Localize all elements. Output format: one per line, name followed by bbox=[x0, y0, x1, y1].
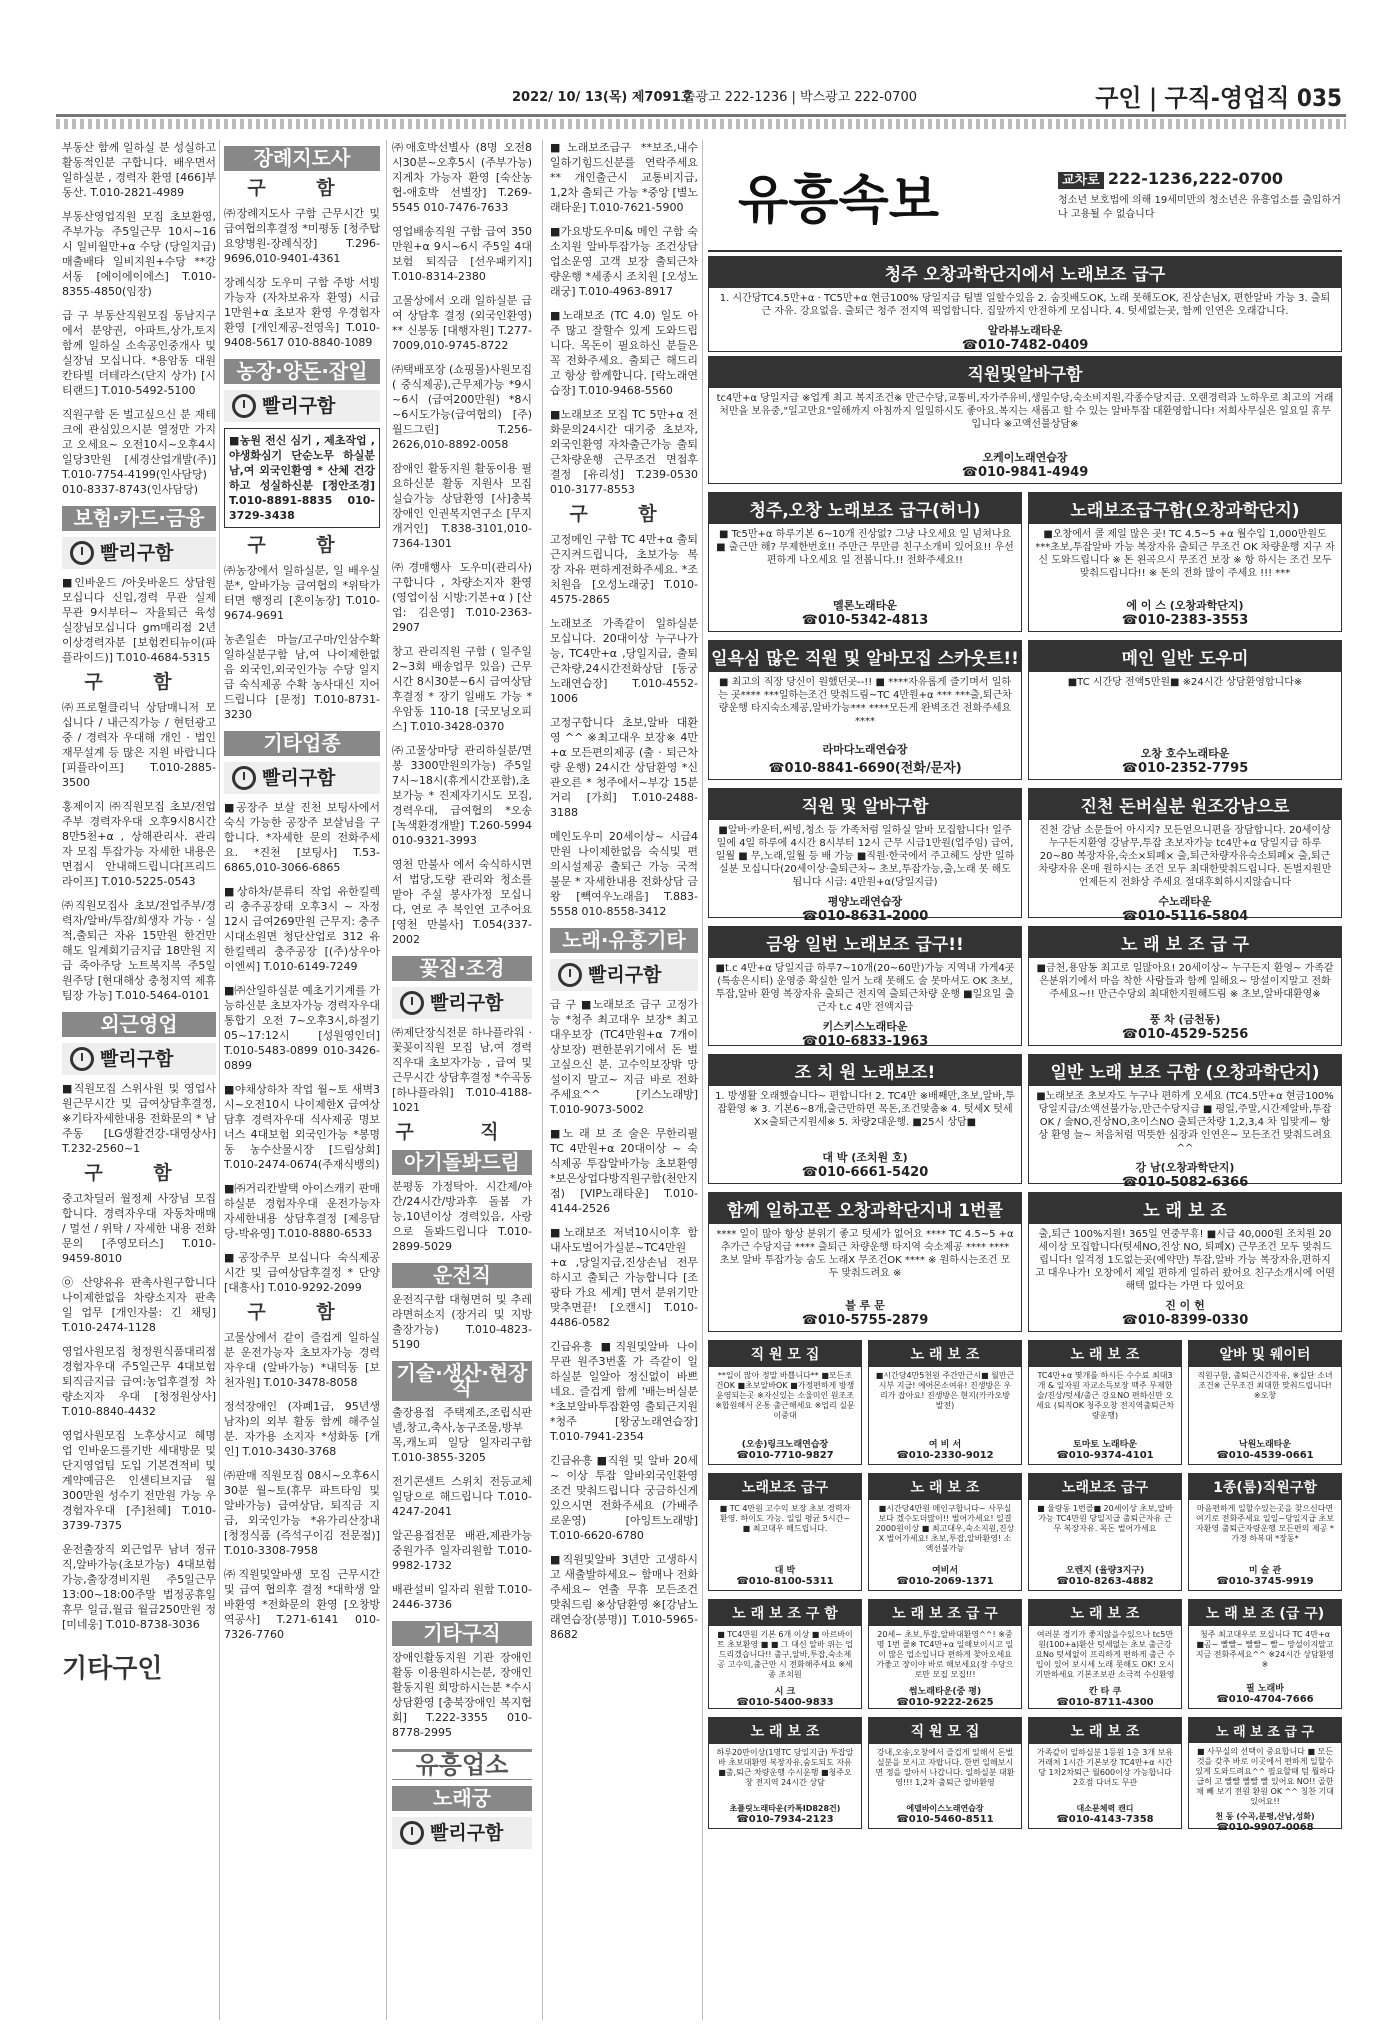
ad-box bbox=[708, 492, 1022, 632]
urgent-banner: 빨리구함 bbox=[392, 1817, 532, 1849]
ad-row bbox=[708, 1188, 1342, 1336]
section-banner bbox=[708, 140, 1342, 252]
category-heading: 노래궁 bbox=[392, 1786, 532, 1811]
ad-box bbox=[708, 788, 1022, 924]
ad-phone: ☎010-4143-7358 bbox=[1056, 1814, 1154, 1825]
ad-phone: ☎010-8631-2000 bbox=[801, 909, 929, 924]
ad-phone: ☎010-5400-9833 bbox=[736, 1697, 834, 1708]
subheading: 구 함 bbox=[569, 503, 679, 525]
classified-ad: 알곤용접전문 배관,제관가능 중원가주 일자리원함 T.010-9982-1732 bbox=[392, 1529, 532, 1572]
ad-business: 오창 호수노래타운 bbox=[1140, 747, 1230, 760]
page-header bbox=[0, 0, 1400, 110]
ad-business: 썸노래타운(중 평) bbox=[908, 1687, 982, 1697]
ad-body: ■금천,용암동 최고로 일많아요! 20세이상~ 누구든지 환영~ 가족같은분위기에서 마음 착한 사람들과 함께 일해요~ 망설이지말고 전화주세요~!! 만근수당외 최대한지원해드림 ※ 초보,알바대환영※ bbox=[1036, 963, 1334, 1000]
clock-icon bbox=[558, 963, 582, 987]
ad-box bbox=[868, 1599, 1022, 1709]
ad-business: 초플릿노래타운(카톡ID828건) bbox=[729, 1804, 841, 1813]
ad-box bbox=[1028, 926, 1342, 1046]
ad-business: 라마다노래연습장 bbox=[822, 743, 908, 756]
classified-ad: ㈜직원및알바생 모집 근무시간 및 급여 협의후 결정 *대학생 알바환영 *전화문의 환영 [오창방역공사] T.271-6141 010-7326-7760 bbox=[224, 1568, 380, 1641]
ad-box bbox=[1188, 1340, 1342, 1465]
clock-icon bbox=[70, 541, 94, 565]
ad-phone: ☎010-8263-4882 bbox=[1056, 1576, 1154, 1587]
category-heading: 기타업종 bbox=[224, 731, 380, 756]
ad-box bbox=[708, 1717, 862, 1829]
ad-title: 노래보조 급구 bbox=[709, 1474, 861, 1500]
brand-tag: 교차로 bbox=[1058, 172, 1104, 189]
ad-row bbox=[708, 1050, 1342, 1188]
classified-ad: 정석장애인 (자폐1급, 95년생 남자)의 외부 활동 함께 해주실 분. 자가용 소지자 *성화동 [개인] T.010-3430-3768 bbox=[224, 1400, 380, 1458]
ad-box bbox=[868, 1340, 1022, 1465]
ad-phone: ☎010-9222-2625 bbox=[896, 1697, 994, 1708]
clock-icon bbox=[400, 1821, 424, 1845]
ad-row bbox=[708, 922, 1342, 1050]
category-heading: 꽃집·조경 bbox=[392, 956, 532, 981]
ad-box bbox=[708, 356, 1342, 484]
ad-business: 에델바이스노래연습장 bbox=[906, 1804, 984, 1813]
ad-business: (오송)링크노래연습장 bbox=[741, 1440, 829, 1450]
ad-title: 직원 및 알바구함 bbox=[709, 789, 1021, 820]
ad-box bbox=[1028, 640, 1342, 780]
category-heading: 외근영업 bbox=[62, 1012, 216, 1037]
ad-box bbox=[708, 926, 1022, 1049]
clock-icon bbox=[232, 394, 256, 418]
classified-ad: 고정구합니다 초보,알바 대환영 ^^ ※최고대우 보장※ 4만+α 모든편의제공 (출 · 퇴근차량 운행) 24시간 상담환영 *신관오른 * 청주에서~부강 15분거리 [가희] T.010-2488-3188 bbox=[550, 716, 698, 819]
subheading: 구 함 bbox=[247, 534, 357, 556]
ad-body: ■TC 시간당 전액5만원■ ※24시간 상담환영합니다※ bbox=[1067, 677, 1303, 688]
classified-ad: ㈜농장에서 일하실분, 일 배우실분*, 알바가능 급여협의 *위탁가터면 행정리 [혼이농장] T.010-9674-9691 bbox=[224, 564, 380, 622]
ad-box bbox=[708, 1473, 862, 1591]
classified-ad: ㈜판매 직원모집 08시~오후6시 30분 월~토(휴무 파트타임 및 알바가능) 급여상담, 퇴직금 지급, 외국인가능 *유가리산장내 [청정식품 (즉석구이김 전문점)] T.010-3308-7958 bbox=[224, 1469, 380, 1557]
ad-business: 수노래타운 bbox=[1158, 895, 1212, 908]
column-2 bbox=[224, 140, 380, 2020]
classified-ad: ■㈜산일하실분 예초기기계를 가능하신분 초보자가능 경력자우대 통합기 오전 7~오후3시,하절기05~17:12시 [성원영인더] T.010-5483-0899 010-3426-0899 bbox=[224, 984, 380, 1072]
ad-title: 직 원 모 집 bbox=[869, 1718, 1021, 1744]
ad-body: ■오창에서 콜 제일 많은 곳! TC 4.5~5 +α 월수입 1,000만원도 ***초보,투잡알바 가능 복장자유 출퇴근 무조건 OK 차량운행 지구 자신 도와드립니다 ※ 돈 왼곡으시 무조건 보장 ※ 항 하시는 조건 모두 맞춰드립니다!! ※ 돈의 전화 많이 주세요 !!! *** bbox=[1035, 529, 1335, 579]
ad-body: ■ Tc5만+α 하루기본 6~10개 진상없? 그냥 나오세요 일 넘쳐나요 ■ 출근만 해? 무제한번호!! 주만근 무만큼 친구소개비 있어요!! 우선 편하게 나오세요 일 전봅니다.!! 전화주세요!! bbox=[716, 529, 1014, 566]
ad-title: 청주 오창과학단지에서 노래보조 급구 bbox=[709, 257, 1341, 288]
ad-box bbox=[708, 256, 1342, 352]
ad-box bbox=[1028, 1473, 1182, 1591]
classified-ad: 급 구 ■노래보조 급구 고정가능 *청주 최고대우 보장* 최고대우보장 (TC4만원+α 7개이상보장) 편한분위기에서 돈 벌고싶으신 분. 고수익보장밖 망설이지 말고~ 지금 바로 전화주세요^^ [키스노래방] T.010-9073-5002 bbox=[550, 998, 698, 1116]
ad-title: 노 래 보 조 급 구 bbox=[1189, 1718, 1341, 1743]
ad-body: 마음편하게 일할수있는곳을 찾으신다면 여기로 전화주세요 일일~당일지급 초보자환영 출퇴근자량운행 모든편의 제공 *가경 하복대 *장동* bbox=[1196, 1504, 1334, 1543]
classified-ad: ■노래보조 (TC 4.0) 일도 아주 많고 잘할수 있게 도와드립니다. 목돈이 필요하신 분들은 꼭 전화주세요. 출퇴근 해드리고 항상 함께합니다. [락노래연습장] T.010-9468-5560 bbox=[550, 309, 698, 397]
classified-ad: ■인바운드 /아웃바운드 상담원 모십니다 신입,경력 무관 실제 무관 9시부터~ 자율퇴근 육성 실장님모십니다 gm매리점 2년 이상경력자분 [보험컨티뉴이(파플라이드)] T.010-4684-5315 bbox=[62, 576, 216, 664]
ad-box bbox=[1028, 1717, 1182, 1829]
ad-business: 멜론노래타운 bbox=[833, 599, 897, 612]
ad-body: ■ TC 4만원 고수익 보장 초보 경력자 환영. 하이도 가능. 일일 평균 5시간~ ■ 최고대우 해드립니다. bbox=[719, 1504, 851, 1533]
ad-title: 직원및알바구함 bbox=[709, 357, 1341, 388]
ad-row bbox=[708, 636, 1342, 784]
ad-title: 노 래 보 조 bbox=[1029, 1193, 1341, 1224]
issue-date: 2022/ 10/ 13(목) 제7091호 bbox=[512, 90, 694, 105]
ad-body: 진천 강남 소문들어 아시지? 모든얻으니편을 장담합니다. 20세이상 누구든지환영 강남무,투잡 초보자가능 tc4만+α 당일지급 하루20~80 복장자유,숙소×퇴폐× 출,퇴근차량자유숙소퇴폐× 출,퇴근차량자유 온매 원하시는 조건 모두 최대한맞춰드립니다. 돈벌지원만 언제든지 전화상 주세요 절대후회하시지않습니다 bbox=[1038, 825, 1332, 888]
ad-phone: ☎010-6833-1963 bbox=[801, 1034, 929, 1049]
classified-ad: 농촌일손 마늘/고구마/인삼수확 일하실분구함 남,여 나이제한없음 외국인,외국인가능 수당 일지급 숙식제공 수확 농사대신 지어드립니다 [문정] T.010-8731-3230 bbox=[224, 633, 380, 721]
classified-ad: ■공장주 보살 진천 보팅사에서 숙식 가능한 공장주 보살님을 구합니다. *자세한 문의 전화주세요. *진천 [보팅사] T.53-6865,010-3066-6865 bbox=[224, 801, 380, 874]
clock-icon bbox=[232, 766, 256, 790]
ad-business: 오렌지 (율량3지구) bbox=[1065, 1566, 1145, 1576]
ad-body: 1. 시간당TC4.5만+α · TC5만+α 현금100% 당일지급 팀별 일할수있음 2. 숨짓배도OK, 노래 못해도OK, 진상손님X, 편한알바 가능 3. 출퇴근 자유. 강요없음. 출퇴근 청주 전지역 픽업합니다. 집앞까지 안전하게 모십니다. 4. 텃세없는곳, 함께 인연은 오래갑니다. bbox=[719, 293, 1331, 317]
classified-ad: 창고 관리직원 구함 ( 일주일 2~3회 배송업무 있음) 근무시간 8시30분~6시 급여상담후결정 * 장기 일배도 가능 * 우암동 110-18 [국모닝오피스] T.010-3428-0370 bbox=[392, 645, 532, 733]
ad-business: 여비서 bbox=[931, 1566, 959, 1576]
ad-phone: ☎010-7482-0409 bbox=[961, 338, 1089, 353]
classified-ad: ㈜경매행사 도우미(관리사) 구합니다 , 차량소지자 환영 (영업이심 시방:기본+α ) [산업: 김은영] T.010-2363-2907 bbox=[392, 561, 532, 634]
ad-business: 대 박 (조치원 호) bbox=[822, 1151, 908, 1164]
banner-phone: 222-1236,222-0700 bbox=[1107, 168, 1284, 188]
ad-body: ■시간당4만5천원 주간만근시■ 월만근시부 지급! 에어몬소여유! 진생방은 우리가 잡아요! 진생방은 현지(카카오방 발전) bbox=[875, 1371, 1015, 1410]
classified-ad: 운전직구함 대형면허 및 추레라면허소지 (장거리 및 지방출장가능) T.010-4823-5190 bbox=[392, 1293, 532, 1351]
ad-business: 강 남(오창과학단지) bbox=[1135, 1161, 1235, 1174]
ad-box bbox=[708, 1599, 862, 1709]
classified-ad: ㉧ 산양유유 판촉사원구합니다 나이제한없음 차량소지자 판촉일 업무 [개인자불: 긴 채팅] T.010-2474-1128 bbox=[62, 1276, 216, 1334]
urgent-banner: 빨리구함 bbox=[550, 959, 698, 991]
category-heading: 기술·생산·현장직 bbox=[392, 1361, 532, 1401]
urgent-banner: 빨리구함 bbox=[224, 390, 380, 422]
column-divider bbox=[542, 140, 543, 2020]
ad-row bbox=[708, 1469, 1342, 1595]
ad-box bbox=[1188, 1473, 1342, 1591]
ad-title: 메인 일반 도우미 bbox=[1029, 641, 1341, 672]
category-heading: 기타구직 bbox=[392, 1621, 532, 1646]
ad-body: 20세~ 초보,투잡,알바대환영^^! ※중명 1번 콜※ TC4만+α 일해보이시고 일이 많은 업소입니다 편하게 찾아오세요 가좋고 장이야 바로 해보세요(장 수당으로만 모집 모집!!! bbox=[876, 1630, 1014, 1679]
column-divider bbox=[386, 140, 387, 2020]
banner-title: 유흥속보 bbox=[738, 169, 939, 231]
ad-box bbox=[1028, 1340, 1182, 1465]
ad-body: tc4만+α 당일지급 ※업계 최고 복지조건※ 만근수당,교통비,자가주유비,생일수당,숙소비지원,각종수당지급. 오랜경력과 노하우로 최고의 거래처만을 보유중,"일고만요"일해까지 아침까지 일일하시도 좋아요.복지는 새롭고 할 수 있는 알바투잡 대환영합니다! 저희사무실은 일요일 휴무입니다 ※고액선불상담※ bbox=[716, 393, 1334, 430]
urgent-banner: 빨리구함 bbox=[62, 537, 216, 569]
classified-ad: ■노래보조 저녁10시이후 함내사도벌어가실분~TC4만원+α ,당일지급,진상손님 전무 하시고 출퇴근 가능합니다 [조광타 가요 세계] 면서 분위기만맞추면끝! [오캔시] T.010-4486-0582 bbox=[550, 1226, 698, 1329]
ad-phone: ☎010-2069-1371 bbox=[896, 1576, 994, 1587]
ad-row bbox=[708, 1713, 1342, 1833]
ad-body: **** 일이 많아 항상 분위기 좋고 텃세가 없어요 **** TC 4.5~5 +α 추가근 수당지급 **** 출퇴근 차량운행 타지역 숙소제공 **** **** 초보 알바 투잡가능 숨도 노래X 무조건OK **** ※ 원하시는조건 모두 맞춰드려요 ※ bbox=[716, 1229, 1014, 1279]
column-divider bbox=[702, 140, 703, 2020]
classified-ad: 중고차딜러 월정제 사장님 모집합니다. 경력자우대 자동차매매 / 멀선 / 위탁 / 자세한 내용 전화문의 [주영모터스] T.010-9459-8010 bbox=[62, 1192, 216, 1265]
ad-phone: ☎010-8711-4300 bbox=[1056, 1697, 1154, 1708]
urgent-banner: 빨리구함 bbox=[62, 1043, 216, 1075]
ad-business: 에 이 스 (오창과학단지) bbox=[1126, 599, 1244, 612]
ad-box bbox=[1188, 1599, 1342, 1709]
ad-body: ■ 최고의 직장 당신이 원했던곳--!! ■ ****자유롭게 즐기며서 일하는 곳**** ***일하는조건 맞춰드림~TC 4만원+α *** ***출,퇴근차량운행 타지숙소제공,알바가능*** ****모든게 완벽조건 전화주세요**** bbox=[718, 677, 1012, 727]
ad-title: 노래보조급구함(오창과학단지) bbox=[1029, 493, 1341, 524]
subheading: 구 함 bbox=[247, 177, 357, 199]
ad-phone: ☎010-5460-8511 bbox=[896, 1814, 994, 1825]
ad-title: 함께 일하고픈 오창과학단지내 1번콜 bbox=[709, 1193, 1021, 1224]
classified-ad: 분평동 가정탁아. 시간제/야간/24시간/방과후 돌봄 가능,10년이상 경력있음, 사랑으로 돌봐드립니다 T.010-2899-5029 bbox=[392, 1180, 532, 1253]
ad-title: 노 래 보 조 bbox=[1029, 1718, 1181, 1744]
ad-phone: ☎010-3745-9919 bbox=[1216, 1576, 1314, 1587]
ad-business: 키스키스노래타운 bbox=[822, 1020, 908, 1033]
classified-ad: ㈜직원모집사 초보/전업주부/경력자/알바/투잡/희생자 가능 · 실적,출퇴근 자유 15만원 한건만해도 일계회기금지급 18만원 지급 죽아주당 노트복지복 주5일원주당 [현대해상 충청지역 제휴팀장 가능] T.010-5464-0101 bbox=[62, 899, 216, 1002]
ad-body: ■노래보조 초보자도 누구나 편하게 오세요 (TC4.5만+α 현금100% 당일지급/소액선불가능,만근수당지급 ■ 평일,주말,시간제알바,투잡OK / 술NO,진상NO,초이스NO 출퇴근차량 1,2,3,4 차 입맞게~ 항상 환영 늘~ 처음처럼 먹뜻한 심장과 인연은~ 모든조건 맞춰드려요^^ bbox=[1036, 1091, 1334, 1154]
banner-note: 청소년 보호법에 의해 19세미만의 청소년은 유흥업소를 출입하거나 고용될 수 없습니다 bbox=[1058, 194, 1341, 220]
subheading: 구 함 bbox=[247, 1301, 357, 1323]
ad-phone: ☎010-8100-5311 bbox=[736, 1576, 834, 1587]
ad-phone: ☎010-2383-3553 bbox=[1121, 613, 1249, 628]
ad-business: 오케이노래연습장 bbox=[982, 451, 1068, 464]
ad-phone: ☎010-5082-6366 bbox=[1121, 1175, 1249, 1190]
classified-ad: 운전출장직 외근업무 남녀 정규직,알바가능(초보가능) 4대보험가능,출장경비지원 주5일근무 13:00~18:00주말 법정공휴일휴무 일급,월급 월급250만원 정[미네웅] T.010-8738-3036 bbox=[62, 1543, 216, 1631]
ad-body: ■ 사무실의 선택이 중요합니다 ■ 모든것을 갖추 바로 이곳에서 편하게 일할수있게 도와드려요^^ 필요할때 텀 뭘하다 급히 고 빨빨 빨빨 빨 있어요 NO!! 골한채 빼 보기 전원 환원 OK ^^ 칭찬 기대 있어요!! bbox=[1195, 1747, 1335, 1806]
ad-box bbox=[708, 1054, 1022, 1184]
ad-phone: ☎010-9841-4949 bbox=[961, 465, 1089, 480]
ad-business: 미 술 관 bbox=[1248, 1566, 1282, 1576]
header-rule bbox=[56, 114, 1346, 117]
classified-ad: 영업배송직원 구함 급여 350만원+α 9시~6시 주5일 4대보험 퇴직금 [선우패키지] T.010-8314-2380 bbox=[392, 225, 532, 283]
category-heading: 보험·카드·금융 bbox=[62, 506, 216, 531]
ad-box bbox=[1188, 1717, 1342, 1833]
classified-ad: ■노래보조급구 **보조,내수 일하기힘드신분를 연락주세요** 개인출근시 교통비지급, 1,2차 출퇴근 가능 *중앙 [별노래타운] T.010-7621-5900 bbox=[550, 141, 698, 214]
category-heading: 아기돌봐드림 bbox=[392, 1150, 532, 1175]
urgent-banner: 빨리구함 bbox=[224, 762, 380, 794]
ad-body: 청주 최고대우로 모십니다 TC 4만+α ■곰~ 빨빨~ 빨빨~ 빨~ 망설이지말고 지금 전화주세요^^ ※24시간 상담환영※ bbox=[1195, 1630, 1335, 1669]
classified-ad: ■㈜거리칸발택 아이스캐키 판매하실분 경험자우대 운전가능자 자세한내용 상담후결정 [제응담당-박유영] T.010-8880-6533 bbox=[224, 1182, 380, 1240]
classified-ad: 출장용접 주택제조,조립식판넬,창고,축사,농구조물,방부목,캐노피 일당 일자리구함 T.010-3855-3205 bbox=[392, 1406, 532, 1464]
ad-business: 칸 타 쿠 bbox=[1088, 1687, 1122, 1697]
category-heading: 노래·유흥기타 bbox=[550, 928, 698, 953]
ad-title: 노 래 보 조 급 구 bbox=[869, 1600, 1021, 1626]
classified-ad: ㈜고물상마당 관리하실분/면봉 3300만원의가능) 주5일 7시~18시(휴게시간포함),초보가능 * 진제자기시도 모집, 경력우대, 급여협의 *오송 [녹색환경개발] T.260-5994 010-9321-3993 bbox=[392, 744, 532, 847]
column-3 bbox=[392, 140, 532, 2020]
ad-business: 진 이 헌 bbox=[1165, 1299, 1205, 1312]
ad-phone: ☎010-6661-5420 bbox=[801, 1165, 929, 1180]
ad-title: 노 래 보 조 (급 구) bbox=[1189, 1600, 1341, 1626]
ad-phone-info: 출광고 222-1236 | 박스광고 222-0700 bbox=[683, 90, 917, 105]
classified-ad: ㈜제단장식전문 하나플라워 · 꽃꽂이직원 모집 남,여 경력직우대 초보자가능 , 급여 및 근무시간 상담후결정 *수곡동 [하나플라워] T.010-4188-1021 bbox=[392, 1026, 533, 1114]
ad-title: 노 래 보 조 bbox=[1029, 1600, 1181, 1626]
category-heading: 유흥업소 bbox=[392, 1749, 532, 1780]
classified-ad: 홍제이지 ㈜직원모집 초보/전업주부 경력자우대 오후9시8시간 8만5천+α , 상해관리사. 관리자 모집 투잡가능 자세한 내용은 면접시 안내해드립니다[프리드라이프] T.010-5225-0543 bbox=[62, 800, 216, 888]
ad-title: 조 치 원 노래보조! bbox=[709, 1055, 1021, 1086]
ad-body: **일이 많아 정말 바쁩니다** ■모든조건OK ■초보알바OK ■가정편하게 방쟁운영되는곳 ※자신있는 소울미인 원조조 ※합원해서 온통 출근해세요 ※업리 실문이중대 bbox=[715, 1371, 855, 1420]
classified-ad: 영업사원모집 청정원식품대리점 경험자우대 주5일근무 4대보험 퇴직금지급 급여:농업후결정 차량소지자 우대 [청정원상사] T.010-8840-4432 bbox=[62, 1345, 216, 1418]
classified-ad: 장례식장 도우미 구함 주방 서빙가능자 (자차보유자 환영) 시급 1만원+α 초보자 환영 우경험자 환영 [개인제공-전영옥] T.010-9408-5617 010-8840-1089 bbox=[224, 276, 380, 349]
ad-title: 노 래 보 조 급 구 bbox=[1029, 927, 1341, 958]
classified-ad: ■상하차/분류티 작업 유한킬렉 리 충주공장태 오후3시 ~ 자정 12시 급여269만원 근무지: 충주시대소원면 청단산업로 312 유한킬렉리 충주공장 [(주)상우아이엔씨] T.010-6149-7249 bbox=[224, 885, 380, 973]
ad-title: 노 래 보 조 구 함 bbox=[709, 1600, 861, 1626]
ad-title: 일반 노래 보조 구함 (오창과학단지) bbox=[1029, 1055, 1341, 1086]
ad-phone: ☎010-4539-0661 bbox=[1216, 1450, 1314, 1461]
ad-title: 노래보조 급구 bbox=[1029, 1474, 1181, 1500]
ad-title: 노 래 보 조 bbox=[709, 1718, 861, 1744]
ad-business: 평양노래연습장 bbox=[827, 895, 903, 908]
classified-ad: 메인도우미 20세이상~ 시급4만원 나이제한없음 숙식및 편의시설제공 출퇴근 가능 국적불문 * 자세한내용 전화상담 금왕 [빽여우노래음] T.883-5558 010-8558-3412 bbox=[550, 830, 698, 918]
ad-title: 진천 돈버실분 원조강남으로 bbox=[1029, 789, 1341, 820]
banner-info bbox=[968, 169, 1342, 222]
section-title: 구인 | 구직-영업직 035 bbox=[1095, 84, 1342, 112]
ad-phone: ☎010-5342-4813 bbox=[801, 613, 929, 628]
ad-phone: ☎010-5116-5804 bbox=[1121, 909, 1249, 924]
classified-ad: 영업사원모집 노후상시교 혜명업 인바운드를기반 세대방문 및 단지영업팀 도입 기본견적비 및 계약예금은 인센티브지급 월 300만원 성수기 전만원 가능 우경험자우대 [주]천혜] T.010-3739-7375 bbox=[62, 1429, 216, 1532]
classified-ad: 잠애인 활동지원 활동이용 필요하신분 활동 지원사 모집 실습가능 상담환영 [사]충북장애인 인권복지연구소 [무지개거인] T.838-3101,010-7364-1301 bbox=[392, 462, 532, 550]
category-heading: 농장·양돈·잡일 bbox=[224, 359, 380, 384]
ad-title: 일욕심 많은 직원 및 알바모집 스카웃트!! bbox=[709, 641, 1021, 672]
classified-ad: ■직원모집 스위사원 및 영업사원근무시간 및 급여상담후결정, ※기타자세한내용 전화문의 * 남주동 [LG생활건강-대영상사] T.232-2560~1 bbox=[62, 1082, 216, 1155]
classified-ad: 노래보조 가족같이 일하실분 모십니다. 20대이상 누구나가능, TC4만+α ,당일지급, 출퇴근차량,24시간전화상담 [동궁노래연습장] T.010-4552-1006 bbox=[550, 617, 698, 705]
ad-title: 금왕 일번 노래보조 급구!! bbox=[709, 927, 1021, 958]
classified-ad: 부동산 함께 일하실 분 성실하고 활동적인분 구합니다. 배우면서 일하실분 , 경력자 환영 [466]부동산. T.010-2821-4989 bbox=[62, 141, 216, 199]
ad-title: 알바 및 웨이터 bbox=[1189, 1341, 1341, 1367]
ad-box bbox=[1028, 1599, 1182, 1709]
classified-ad: ■야채상하차 작업 월~토 새벽3시~오전10시 나이제한X 급여상담후 경력자우대 식사제공 명보너스 4대보험 외국인가능 *봉명동 농수산물시장 [드림상회] T.010-2474-0674(주재식뱅의) bbox=[224, 1083, 380, 1171]
ad-phone: ☎010-7934-2123 bbox=[736, 1814, 834, 1825]
ad-phone: ☎010-2352-7795 bbox=[1121, 761, 1249, 776]
ad-business: 천 동 (수곡,분평,산남,성화) bbox=[1215, 1812, 1315, 1821]
ad-box bbox=[1028, 492, 1342, 632]
ad-title: 직 원 모 집 bbox=[709, 1341, 861, 1367]
classified-ad: ㈜장례지도사 구함 근무시간 및 급여협의후결정 *미평동 [청주탑요양병원-장례식장] T.296-9696,010-9401-4361 bbox=[224, 207, 380, 265]
ad-title: 노 래 보 조 bbox=[1029, 1341, 1181, 1367]
ad-body: 가족같이 일하실분 1등원 1층 3개 보유 거래처 1시간 기본보장 TC4만+α 시간당 1차2차퇴근 월600이상 가능합니다 2호점 다녀도 무관 bbox=[1036, 1748, 1174, 1787]
ad-phone: ☎010-2330-9012 bbox=[896, 1450, 994, 1461]
column-divider bbox=[219, 140, 220, 2020]
ad-business: 낙원노래타운 bbox=[1238, 1440, 1292, 1450]
ad-box bbox=[708, 1192, 1022, 1332]
ad-body: 여러분 경기가 좋지않을수있으나 tc5만원(100+a)환산 텃세없는 초보 출근강요No 텃세없이 프리하게 편하게 출근 수입이 있어 보시세 노래 못해도 OK! 오시기만하세요 기본조보관 소극적 수신환영 bbox=[1035, 1630, 1175, 1679]
classified-ad: 직원구함 돈 벌고싶으신 분 재테크에 관심있으시분 열정만 가지고 오세요~ 오전10시~오후4시 일당3만원 [세경산업개발(주)] T.010-7754-4199(인사담당) 010-8337-8743(인사담당) bbox=[62, 408, 216, 496]
ad-phone: ☎010-4704-7666 bbox=[1216, 1694, 1314, 1705]
classified-ad: 전기콘센트 스위치 전등교체 일당으로 해드립니다 T.010-4247-2041 bbox=[392, 1475, 532, 1518]
ad-phone: ☎010-7710-9827 bbox=[736, 1450, 834, 1461]
subheading: 구 함 bbox=[84, 671, 194, 693]
classified-ad: ㈜애호박선별사 (8명 오전8시30분~오후5시 (주부가능) 지게차 가능자 환영 [숙산농협-애호박 선별장] T.269-5545 010-7476-7633 bbox=[392, 141, 532, 214]
classified-ad: ■노 래 보 조 술은 무한리필 TC 4만원+α 20대이상 ~ 숙식제공 투잡알바가능 초보환영 *보은상업다방직원구함(천안지점) [VIP노래타운] T.010-4144-2526 bbox=[550, 1127, 698, 1215]
entertainment-section bbox=[708, 140, 1342, 1833]
classified-ad: 부동산영업직원 모집 초보환영, 주부가능 주5일근무 10시~16시 일비월만+α 수당 (당일지급) 매출배타 일비지원+수당 **강서동 [에이에이에스] T.010-8355-4850(임장) bbox=[62, 210, 216, 298]
ad-box bbox=[1028, 1054, 1342, 1190]
ad-body: ■알바·카운터,써빙,청소 등 가족처럼 일하실 알바 모집합니다! 일주일에 4일 하루에 4시간 8시부터 12시 근무 시급1만원(업주임) 급여,일월 ■ 무,노래,일월 등 배 가능 ■직원·한국에서 주고헤드 상반 일하실분 모십니다(20세이상·출퇴근차~ 초보,투잡가능,출,노래 못 해도 됩니다 시급: 4만원+α(당일지급) bbox=[715, 825, 1015, 888]
ad-business: 알라뷰노래타운 bbox=[987, 324, 1063, 337]
ad-body: 강내,오송,오창에서 즐겁게 일해서 돈벌 실분을 모시고 자랍니다. 한번 일해보시면 정을 알아서 나갑니다. 일하실분 대환영!!! 1,2차 출퇴근 알바환영 bbox=[875, 1748, 1015, 1787]
ad-business: 토마토 노래타운 bbox=[1073, 1440, 1137, 1450]
classified-ad: ■공장주무 보십니다 숙식제공 시간 및 급여상담후결정 * 단양 [대흥사] T.010-9292-2099 bbox=[224, 1251, 380, 1294]
classified-ad: 긴급유흥 ■직원및알바 나이 무관 원주3번홀 가 즉같이 일하실분 일알아 정신없이 바쁘네요. 즐겁게 함께 '배는버실분 *초보알바투잡환영 출퇴근지원 *청주 [왕궁노래연습장] T.010-7941-2354 bbox=[550, 1340, 698, 1443]
ad-body: 직원구함, 출퇴근시간자유, ※실단 소녀 조건※ 근무조건 최대한 맞춰드립니다! ※오창 bbox=[1197, 1371, 1333, 1400]
ad-row bbox=[708, 488, 1342, 636]
ad-phone: ☎010-4529-5256 bbox=[1121, 1027, 1249, 1042]
ad-phone: ☎010-8841-6690(전화/문자) bbox=[768, 761, 962, 776]
classified-ad: 고물상에서 오래 일하실분 급여 상담후 결정 (외국인환영) ** 신봉동 [대행자원] T.277-7009,010-9745-8722 bbox=[392, 294, 532, 352]
ad-row bbox=[708, 784, 1342, 922]
ad-body: 출,퇴근 100%지원! 365일 연중무휴! ■시급 40,000원 조치원 20세이상 모집합니다(텃세NO,진상 NO, 퇴폐X) 근무조건 모두 맞춰드립니다! 일걱정 1도없는곳(예약만) 투잡,알바 가능 복장자유,편하지고 대우나가! 오창에서 제일 편하게 일하러 왔어요 친구소개시에 어떤해택 없다는 가면 다 있어요 bbox=[1035, 1229, 1335, 1292]
classified-ad: 급 구 부동산직원모집 동남지구에서 분양권, 아파트,상가,토지 함께 일하실 소속공인중개사 및 실장님 모십니다. *용암동 대원칸타빌 더테라스(단지 상가) [시티랜드] T.010-5492-5100 bbox=[62, 309, 216, 397]
ad-box bbox=[868, 1473, 1022, 1591]
ad-phone: ☎010-5755-2879 bbox=[801, 1313, 929, 1328]
classified-ad: 배관설비 일자리 원함 T.010-2446-3736 bbox=[392, 1583, 532, 1611]
header-pattern-rule bbox=[56, 119, 1346, 129]
subheading: 구 직 bbox=[395, 1121, 529, 1143]
ad-body: TC4만+α 몇개를 하시든 수수료 최대3개 & 일자원 자교소득보장 맥주 무제한 술/진상/텃세/출근 강요NO 편하신만 오세요 (퇴직OK 청주오창 전지역출퇴근차량운행) bbox=[1035, 1371, 1175, 1420]
ad-title: 청주,오창 노래보조 급구(허니) bbox=[709, 493, 1021, 524]
classified-ad: ■노래보조 모집 TC 5만+α 전화문의24시간 대기중 초보자,외국인환영 자차출근가능 출퇴근차량운행 근무조건 면접후 결정 [유리성] T.239-0530 010-3177-8553 bbox=[550, 408, 698, 496]
ad-business: 여 비 서 bbox=[928, 1440, 962, 1450]
subheading: 구 함 bbox=[84, 1162, 194, 1184]
ad-business: 풍 차 (금천동) bbox=[1149, 1013, 1221, 1026]
classified-ad: 고정메인 구함 TC 4만+α 출퇴근지켜드립니다, 초보가능 복장 자유 편하게전화주세요. *조치원읍 [오성노래궁] T.010-4575-2865 bbox=[550, 533, 698, 606]
ad-box bbox=[1028, 788, 1342, 924]
ad-phone: ☎010-8399-0330 bbox=[1121, 1313, 1249, 1328]
urgent-banner: 빨리구함 bbox=[392, 987, 532, 1019]
clock-icon bbox=[70, 1047, 94, 1071]
classified-ad: 장애인활동지원 기관 장애인활동 이용원하시는분, 장애인활동지원 희망하시는분 *수시상담환영 [충북장애인 복지협회] T.222-3355 010-8778-2995 bbox=[392, 1651, 533, 1739]
ad-title: 노 래 보 조 bbox=[869, 1341, 1021, 1367]
classified-ad: 고물상에서 같이 즐겁게 일하실 분 운전가능자 초보자가능 경력자우대 (알바가능) *내덕동 [보천자원] T.010-3478-8058 bbox=[224, 1331, 380, 1389]
ad-body: ■ 율량동 1번콜■ 20세이상 초보,알바가능 TC4만원 당일지급 출퇴근자유 근무 복장자유. 목돈 벌어가세요 bbox=[1037, 1504, 1173, 1533]
classified-ad: ■직원및알바 3년만 고생하시고 새출발하세요~ 함매나 전화주세요~ 연출 무휴 모든조건 맞춰드림 ※상담환영 ※[강남노래연습장(봉명)] T.010-5965-8682 bbox=[550, 1553, 698, 1641]
ad-phone: ☎010-9907-0068 bbox=[1216, 1822, 1314, 1833]
ad-body: ■ TC4만원 기본 6개 이상 ■ 아르바이트 초보환영 ■ ■ 그 대신 알바 위는 업드리겠습니다!! 출구,알바,투잡,숙소제공 고수익,출근만 시 전화해주세요 ※세종 조치원 bbox=[717, 1630, 853, 1679]
ad-row bbox=[708, 1595, 1342, 1713]
ad-box bbox=[868, 1717, 1022, 1829]
ad-body: 하루20만이상(1명TC 당일지급) 투잡알바 초보대환영 복장자유,숨도되도 자유 ■출,퇴근 차량운행 수시운행 ■청주오창 전지역 24시간 상담 bbox=[716, 1748, 854, 1787]
ad-body: ■시간당4만원 메인구합니다~ 사무실보다 겠수도더많이!! 벌어가세요! 일결2000원이상 ■ 최고대우,숙소지원,진상X 벌어가세요! 초보,투잡,알바환영! 소액선불가능 bbox=[875, 1504, 1015, 1553]
ad-business: 블 루 문 bbox=[845, 1299, 885, 1312]
footer-category: 기타구인 bbox=[62, 1654, 163, 1684]
ad-title: 1종(룸)직원구함 bbox=[1189, 1474, 1341, 1500]
category-heading: 운전직 bbox=[392, 1263, 532, 1288]
ad-title: 노 래 보 조 bbox=[869, 1474, 1021, 1500]
ad-box bbox=[708, 1340, 862, 1465]
boxed-ad: ■농원 전신 심기 , 제초작업 , 야생화심기 단순노무 하실분 남,여 외국인환영 * 산체 건강하고 성실하신분 [정안조경] T.010-8891-8835 010-3729-3438 bbox=[224, 428, 380, 528]
ad-business: 대 박 bbox=[774, 1566, 796, 1576]
classified-ad: ㈜택배포장 (쇼핑몰)사원모집 ( 중식제공),근무제가능 *9시~6시 (급여200만원) *8시~6시도가능(급여협의) [주)월드그린] T.256-2626,010-8892-0058 bbox=[392, 363, 532, 451]
category-heading: 장례지도사 bbox=[224, 146, 380, 171]
ad-box bbox=[708, 640, 1022, 780]
classified-ad: ㈜프로혈클리닉 상담매니저 모십니다 / 내근직가능 / 현턴광고중 / 경력자 우대해 개인 · 법인 재무설계 등 많은 지원 바랍니다 [피플라이프] T.010-2885-3500 bbox=[62, 701, 216, 789]
ad-phone: ☎010-9374-4101 bbox=[1056, 1450, 1154, 1461]
ad-body: ■t.c 4만+α 당일지급 하루7~10개(20~60만)가능 지역내 가게4곳(특송은시티) 운영중 확실한 일거 노래 못해도 술 못마셔도 OK 초보,투잡,알바 환영 복장자유 출퇴근 전지역 출퇴근차량 운행 ■일요일 출근자 t.c 4만 전액지급 bbox=[715, 963, 1015, 1013]
classified-ad: 영천 만불사 에서 숙식하시면서 법당,도량 관리와 청소를 맡아 주실 봉사가정 모십니다, 연로 주 복인연 고주어요 [영천 만불사] T.054(337-2002 bbox=[392, 858, 532, 946]
ad-row bbox=[708, 1336, 1342, 1469]
clock-icon bbox=[400, 991, 424, 1015]
ad-business: 시 크 bbox=[774, 1687, 796, 1697]
ad-box bbox=[1028, 1192, 1342, 1332]
ad-business: 필 노래바 bbox=[1246, 1684, 1284, 1694]
column-4 bbox=[550, 140, 698, 2020]
classified-ad: 긴급유흥 ■직원 및 알바 20세 ~ 이상 투잡 알바외국인환영 조건 맞춰드립니다 궁금하신게 있으시면 전화주세요 (가배주로운영) [아잉트노래방] T.010-6620-6780 bbox=[550, 1454, 698, 1542]
column-1 bbox=[62, 140, 216, 2020]
ad-business: 대소문체력 캔디 bbox=[1076, 1804, 1134, 1813]
classified-ad: ■가요방도우미& 메인 구함 숙소지원 알바투잡가능 조건상담 업소운영 고객 보장 출퇴근차량운행 *세종시 조치원 [오성노래궁] T.010-4963-8917 bbox=[550, 225, 698, 298]
ad-body: 1. 방생활 오래했습니다~ 편합니다! 2. TC4만 ※배째만,초보,알바,투잡환영 ※ 3. 기본6~8개,출근만하면 목돈,조건맞춤※ 4. 텃세X 텃세X×출퇴근지원세※ 5. 차량2대운행. ■25시 상담■ bbox=[715, 1091, 1015, 1128]
